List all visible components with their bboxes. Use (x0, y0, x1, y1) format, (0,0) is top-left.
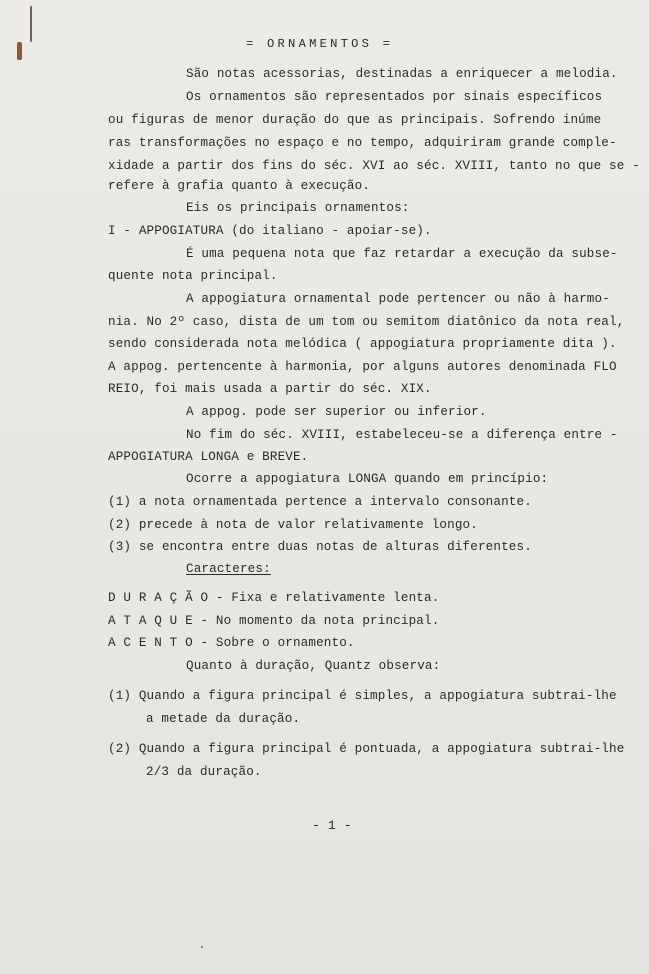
text-line: Os ornamentos são representados por sinais específicos (186, 90, 603, 104)
text-line: refere à grafia quanto à execução. (108, 179, 371, 193)
characteristic-line: A T A Q U E - No momento da nota principal. (108, 614, 440, 628)
text-line: 2/3 da duração. (146, 765, 262, 779)
page-number: - 1 - (312, 818, 352, 833)
text-line: Ocorre a appogiatura LONGA quando em princípio: (186, 472, 549, 486)
text-line: São notas acessorias, destinadas a enriquecer a melodia. (186, 67, 618, 81)
characteristic-line: A C E N T O - Sobre o ornamento. (108, 636, 355, 650)
characteristic-line: D U R A Ç Ã O - Fixa e relativamente lenta. (108, 591, 440, 605)
list-item: (2) precede à nota de valor relativamente longo. (108, 518, 478, 532)
binding-mark (30, 6, 32, 42)
text-line: A appog. pertencente à harmonia, por alguns autores denominada FLO (108, 360, 617, 374)
text-line: a metade da duração. (146, 712, 301, 726)
list-item: (1) a nota ornamentada pertence a intervalo consonante. (108, 495, 532, 509)
list-item: (3) se encontra entre duas notas de alturas diferentes. (108, 540, 532, 554)
list-item: (2) Quando a figura principal é pontuada, a appogiatura subtrai-lhe (108, 742, 625, 756)
section-heading: I - APPOGIATURA (do italiano - apoiar-se). (108, 224, 432, 238)
text-line: REIO, foi mais usada a partir do séc. XIX. (108, 382, 432, 396)
text-line: sendo considerada nota melódica ( appogiatura propriamente dita ). (108, 337, 617, 351)
text-line: Quanto à duração, Quantz observa: (186, 659, 441, 673)
text-line: A appog. pode ser superior ou inferior. (186, 405, 487, 419)
text-line: xidade a partir dos fins do séc. XVI ao séc. XVIII, tanto no que se - (108, 159, 640, 173)
text-line: APPOGIATURA LONGA e BREVE. (108, 450, 309, 464)
text-line: No fim do séc. XVIII, estabeleceu-se a diferença entre - (186, 428, 618, 442)
binding-stain (17, 42, 22, 60)
text-line: ou figuras de menor duração do que as principais. Sofrendo inúme (108, 113, 602, 127)
paper-speck (201, 946, 203, 948)
text-line: Eis os principais ornamentos: (186, 201, 410, 215)
list-item: (1) Quando a figura principal é simples, a appogiatura subtrai-lhe (108, 689, 617, 703)
text-line: nia. No 2º caso, dista de um tom ou semitom diatônico da nota real, (108, 315, 625, 329)
text-line: A appogiatura ornamental pode pertencer ou não à harmo- (186, 292, 610, 306)
text-line: ras transformações no espaço e no tempo, adquiriram grande comple- (108, 136, 617, 150)
page-title: = ORNAMENTOS = (246, 37, 394, 51)
text-line: É uma pequena nota que faz retardar a execução da subse- (186, 247, 618, 261)
subheading: Caracteres: (186, 562, 271, 576)
text-line: quente nota principal. (108, 269, 278, 283)
